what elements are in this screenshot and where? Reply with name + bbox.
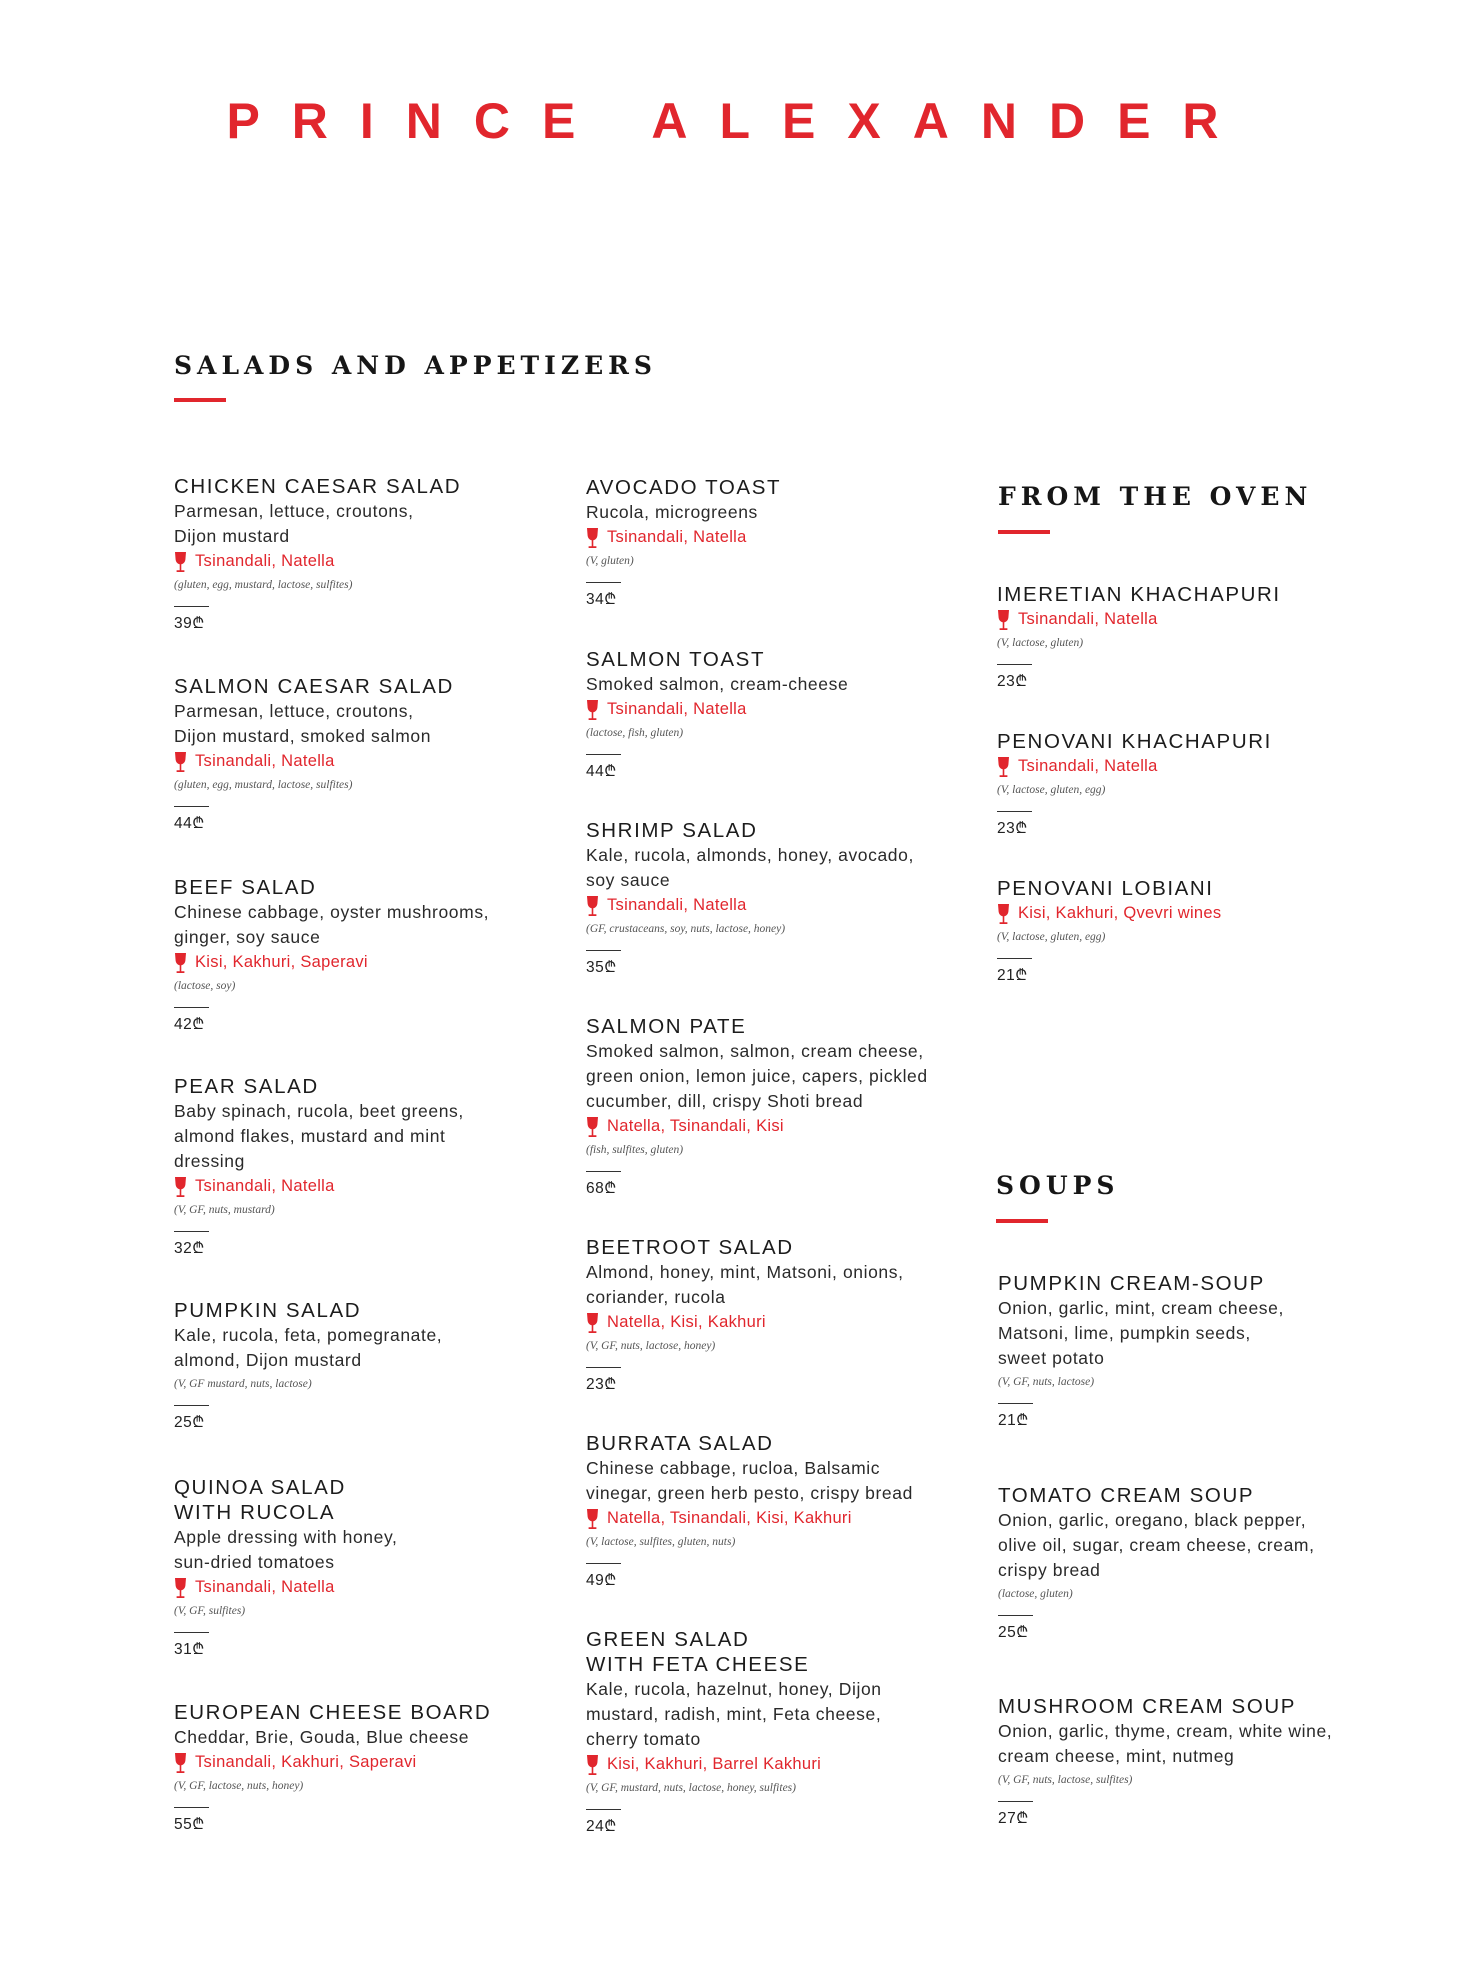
menu-item — [586, 1235, 1006, 1395]
item-description: Chinese cabbage, oyster mushrooms, ginger, soy sauce — [174, 902, 490, 947]
item-description: Rucola, microgreens — [586, 502, 758, 522]
item-price: 55₾ — [174, 1816, 205, 1833]
item-price: 44₾ — [586, 763, 617, 780]
price-divider — [174, 806, 209, 807]
wine-pairing-text: Tsinandali, Natella — [195, 552, 335, 570]
wine-pairing — [174, 549, 594, 574]
item-name: MUSHROOM CREAM SOUP — [998, 1695, 1297, 1718]
wine-glass-icon — [174, 551, 187, 573]
item-price: 32₾ — [174, 1240, 205, 1257]
wine-glass-icon — [586, 699, 599, 721]
item-price: 24₾ — [586, 1818, 617, 1835]
menu-item — [998, 1694, 1418, 1829]
wine-pairing-text: Natella, Kisi, Kakhuri — [607, 1313, 766, 1331]
item-name: BEETROOT SALAD — [586, 1236, 794, 1259]
item-description: Baby spinach, rucola, beet greens, almond flakes, mustard and mint dressing — [174, 1101, 464, 1171]
item-price: 27₾ — [998, 1810, 1029, 1827]
wine-pairing — [997, 754, 1417, 779]
allergen-info: (V, lactose, gluten, egg) — [997, 784, 1106, 796]
item-name: SHRIMP SALAD — [586, 819, 758, 842]
price-divider — [586, 1367, 621, 1368]
item-description: Parmesan, lettuce, croutons, Dijon mustard, smoked salmon — [174, 701, 432, 746]
wine-pairing — [586, 1506, 1006, 1531]
item-name: PUMPKIN CREAM-SOUP — [998, 1272, 1265, 1295]
allergen-info: (V, gluten) — [586, 555, 634, 567]
wine-pairing — [174, 1750, 594, 1775]
wine-glass-icon — [997, 903, 1010, 925]
item-description: Smoked salmon, salmon, cream cheese, green onion, lemon juice, capers, pickled cucumber, dill, crispy Shoti bread — [586, 1041, 928, 1111]
wine-glass-icon — [586, 1116, 599, 1138]
item-name: SALMON PATE — [586, 1015, 747, 1038]
menu-item — [997, 876, 1417, 986]
item-description: Kale, rucola, hazelnut, honey, Dijon mustard, radish, mint, Feta cheese, cherry tomato — [586, 1679, 882, 1749]
allergen-info: (V, GF mustard, nuts, lactose) — [174, 1378, 312, 1390]
wine-glass-icon — [586, 1754, 599, 1776]
wine-pairing-text: Tsinandali, Natella — [195, 1578, 335, 1596]
item-description: Onion, garlic, oregano, black pepper, olive oil, sugar, cream cheese, cream, crispy bread — [998, 1510, 1315, 1580]
item-name: IMERETIAN KHACHAPURI — [997, 583, 1281, 606]
wine-pairing — [586, 1310, 1006, 1335]
item-name: GREEN SALAD WITH FETA CHEESE — [586, 1628, 810, 1676]
item-description: Onion, garlic, mint, cream cheese, Matsoni, lime, pumpkin seeds, sweet potato — [998, 1298, 1284, 1368]
wine-pairing — [586, 1114, 1006, 1139]
wine-pairing — [174, 1174, 594, 1199]
item-name: PENOVANI KHACHAPURI — [997, 730, 1272, 753]
wine-pairing — [174, 749, 594, 774]
menu-item — [586, 1627, 1006, 1837]
wine-glass-icon — [997, 609, 1010, 631]
item-price: 23₾ — [997, 820, 1028, 837]
wine-pairing — [174, 950, 594, 975]
allergen-info: (V, GF, lactose, nuts, honey) — [174, 1780, 304, 1792]
item-description: Chinese cabbage, rucloa, Balsamic vinegar, green herb pesto, crispy bread — [586, 1458, 913, 1503]
allergen-info: (lactose, gluten) — [998, 1588, 1073, 1600]
wine-glass-icon — [174, 1176, 187, 1198]
wine-pairing — [586, 1752, 1006, 1777]
wine-pairing-text: Tsinandali, Natella — [195, 752, 335, 770]
wine-pairing — [997, 607, 1417, 632]
item-name: BURRATA SALAD — [586, 1432, 774, 1455]
price-divider — [586, 1563, 621, 1564]
allergen-info: (GF, crustaceans, soy, nuts, lactose, honey) — [586, 923, 786, 935]
wine-pairing-text: Kisi, Kakhuri, Barrel Kakhuri — [607, 1755, 822, 1773]
item-description: Apple dressing with honey, sun-dried tomatoes — [174, 1527, 398, 1572]
item-description: Kale, rucola, almonds, honey, avocado, soy sauce — [586, 845, 914, 890]
wine-pairing-text: Tsinandali, Natella — [195, 1177, 335, 1195]
item-price: 25₾ — [174, 1414, 205, 1431]
item-description: Almond, honey, mint, Matsoni, onions, coriander, rucola — [586, 1262, 904, 1307]
allergen-info: (V, lactose, gluten, egg) — [997, 931, 1106, 943]
item-price: 39₾ — [174, 615, 205, 632]
wine-pairing-text: Tsinandali, Natella — [607, 528, 747, 546]
wine-pairing-text: Kisi, Kakhuri, Qvevri wines — [1018, 904, 1222, 922]
menu-item — [174, 674, 594, 834]
section-underline — [996, 1219, 1048, 1223]
menu-item — [174, 875, 594, 1035]
allergen-info: (V, lactose, sulfites, gluten, nuts) — [586, 1536, 736, 1548]
menu-item — [174, 1700, 594, 1835]
wine-glass-icon — [174, 1577, 187, 1599]
menu-item — [586, 647, 1006, 782]
allergen-info: (V, GF, nuts, lactose, sulfites) — [998, 1774, 1133, 1786]
wine-pairing-text: Kisi, Kakhuri, Saperavi — [195, 953, 368, 971]
section-underline — [174, 398, 226, 402]
allergen-info: (fish, sulfites, gluten) — [586, 1144, 684, 1156]
item-name: SALMON CAESAR SALAD — [174, 675, 454, 698]
item-price: 42₾ — [174, 1016, 205, 1033]
allergen-info: (V, GF, nuts, lactose) — [998, 1376, 1095, 1388]
item-name: CHICKEN CAESAR SALAD — [174, 475, 462, 498]
item-description: Onion, garlic, thyme, cream, white wine, cream cheese, mint, nutmeg — [998, 1721, 1333, 1766]
allergen-info: (lactose, soy) — [174, 980, 236, 992]
wine-glass-icon — [586, 1312, 599, 1334]
wine-glass-icon — [586, 895, 599, 917]
section-title-oven: FROM THE OVEN — [998, 482, 1313, 511]
price-divider — [586, 754, 621, 755]
wine-pairing-text: Tsinandali, Kakhuri, Saperavi — [195, 1753, 417, 1771]
item-description: Smoked salmon, cream-cheese — [586, 674, 849, 694]
allergen-info: (V, GF, nuts, mustard) — [174, 1204, 275, 1216]
wine-glass-icon — [586, 527, 599, 549]
allergen-info: (lactose, fish, gluten) — [586, 727, 684, 739]
price-divider — [174, 606, 209, 607]
item-name: PENOVANI LOBIANI — [997, 877, 1214, 900]
wine-pairing — [997, 901, 1417, 926]
wine-pairing-text: Tsinandali, Natella — [1018, 610, 1158, 628]
menu-item — [586, 1014, 1006, 1199]
allergen-info: (V, GF, nuts, lactose, honey) — [586, 1340, 716, 1352]
item-description: Parmesan, lettuce, croutons, Dijon mustard — [174, 501, 414, 546]
price-divider — [586, 950, 621, 951]
menu-item — [586, 475, 1006, 610]
item-name: PUMPKIN SALAD — [174, 1299, 362, 1322]
wine-pairing-text: Natella, Tsinandali, Kisi — [607, 1117, 784, 1135]
item-price: 49₾ — [586, 1572, 617, 1589]
menu-item — [174, 474, 594, 634]
price-divider — [174, 1632, 209, 1633]
brand-title: PRINCE ALEXANDER — [226, 93, 1251, 149]
allergen-info: (V, GF, mustard, nuts, lactose, honey, sulfites) — [586, 1782, 796, 1794]
menu-item — [998, 1271, 1418, 1431]
price-divider — [586, 582, 621, 583]
wine-pairing — [586, 525, 1006, 550]
wine-pairing-text: Tsinandali, Natella — [1018, 757, 1158, 775]
item-price: 35₾ — [586, 959, 617, 976]
menu-item — [586, 1431, 1006, 1591]
item-price: 23₾ — [997, 673, 1028, 690]
wine-glass-icon — [586, 1508, 599, 1530]
price-divider — [998, 1403, 1033, 1404]
price-divider — [997, 664, 1032, 665]
price-divider — [174, 1231, 209, 1232]
item-name: BEEF SALAD — [174, 876, 317, 899]
item-name: AVOCADO TOAST — [586, 476, 782, 499]
item-price: 31₾ — [174, 1641, 205, 1658]
item-name: SALMON TOAST — [586, 648, 766, 671]
wine-pairing-text: Tsinandali, Natella — [607, 896, 747, 914]
menu-item — [998, 1483, 1418, 1643]
price-divider — [174, 1807, 209, 1808]
allergen-info: (V, lactose, gluten) — [997, 637, 1084, 649]
wine-glass-icon — [997, 756, 1010, 778]
menu-item — [997, 729, 1417, 839]
item-price: 25₾ — [998, 1624, 1029, 1641]
section-title-salads: SALADS AND APPETIZERS — [174, 351, 657, 380]
menu-item — [174, 1298, 594, 1433]
item-price: 21₾ — [997, 967, 1028, 984]
price-divider — [174, 1007, 209, 1008]
price-divider — [997, 811, 1032, 812]
menu-item — [174, 1074, 594, 1259]
item-name: PEAR SALAD — [174, 1075, 319, 1098]
menu-item — [997, 582, 1417, 692]
item-name: QUINOA SALAD WITH RUCOLA — [174, 1476, 346, 1524]
item-price: 23₾ — [586, 1376, 617, 1393]
allergen-info: (gluten, egg, mustard, lactose, sulfites) — [174, 779, 353, 791]
allergen-info: (V, GF, sulfites) — [174, 1605, 246, 1617]
wine-glass-icon — [174, 1752, 187, 1774]
price-divider — [586, 1171, 621, 1172]
wine-pairing-text: Natella, Tsinandali, Kisi, Kakhuri — [607, 1509, 852, 1527]
price-divider — [998, 1615, 1033, 1616]
item-price: 68₾ — [586, 1180, 617, 1197]
section-title-soups: SOUPS — [996, 1171, 1120, 1200]
price-divider — [586, 1809, 621, 1810]
item-description: Cheddar, Brie, Gouda, Blue cheese — [174, 1727, 470, 1747]
price-divider — [998, 1801, 1033, 1802]
wine-pairing — [174, 1575, 594, 1600]
wine-pairing-text: Tsinandali, Natella — [607, 700, 747, 718]
item-price: 34₾ — [586, 591, 617, 608]
item-price: 21₾ — [998, 1412, 1029, 1429]
wine-pairing — [586, 697, 1006, 722]
price-divider — [997, 958, 1032, 959]
menu-item — [174, 1475, 594, 1660]
wine-glass-icon — [174, 751, 187, 773]
item-description: Kale, rucola, feta, pomegranate, almond, Dijon mustard — [174, 1325, 443, 1370]
allergen-info: (gluten, egg, mustard, lactose, sulfites) — [174, 579, 353, 591]
item-price: 44₾ — [174, 815, 205, 832]
wine-pairing — [586, 893, 1006, 918]
item-name: TOMATO CREAM SOUP — [998, 1484, 1255, 1507]
menu-item — [586, 818, 1006, 978]
price-divider — [174, 1405, 209, 1406]
wine-glass-icon — [174, 952, 187, 974]
item-name: EUROPEAN CHEESE BOARD — [174, 1701, 492, 1724]
